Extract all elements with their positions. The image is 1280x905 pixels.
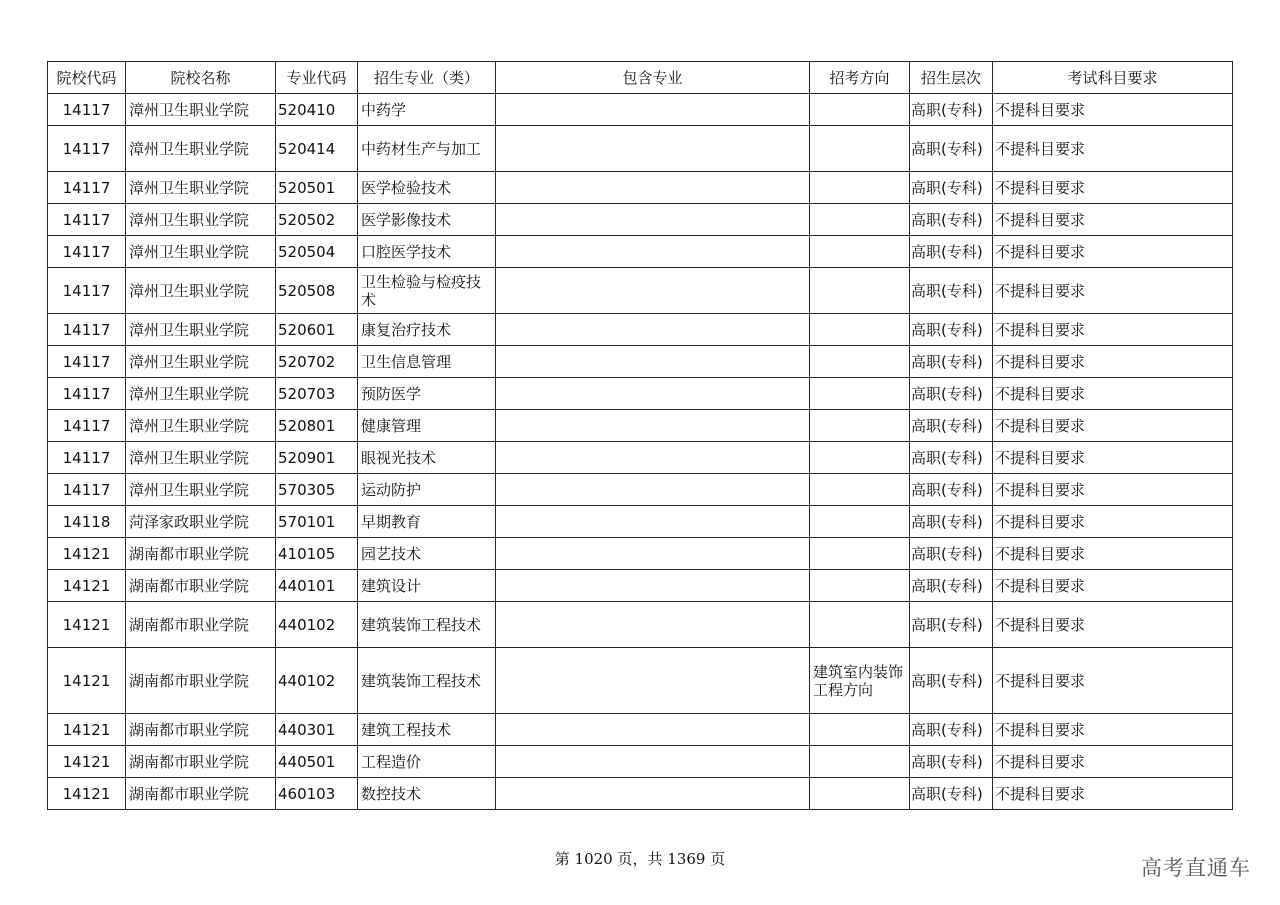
cell-school-code: 14117	[48, 314, 126, 346]
header-requirement: 考试科目要求	[993, 62, 1233, 94]
cell-school-name: 湖南都市职业学院	[126, 538, 276, 570]
table-row	[48, 268, 1233, 314]
cell-requirement: 不提科目要求	[993, 746, 1233, 778]
table-row	[48, 714, 1233, 746]
cell-school-code: 14117	[48, 410, 126, 442]
cell-level: 高职(专科)	[910, 314, 993, 346]
cell-included-majors	[496, 126, 810, 172]
cell-major: 卫生信息管理	[358, 346, 496, 378]
cell-requirement: 不提科目要求	[993, 236, 1233, 268]
table-row	[48, 378, 1233, 410]
cell-major: 医学影像技术	[358, 204, 496, 236]
cell-major-code: 440101	[276, 570, 358, 602]
header-major-code: 专业代码	[276, 62, 358, 94]
cell-major: 园艺技术	[358, 538, 496, 570]
cell-school-code: 14117	[48, 236, 126, 268]
cell-major: 卫生检验与检疫技术	[358, 268, 496, 314]
cell-major: 建筑设计	[358, 570, 496, 602]
cell-direction	[810, 94, 910, 126]
cell-major-code: 520801	[276, 410, 358, 442]
cell-major: 早期教育	[358, 506, 496, 538]
cell-level: 高职(专科)	[910, 126, 993, 172]
cell-major: 眼视光技术	[358, 442, 496, 474]
cell-requirement: 不提科目要求	[993, 204, 1233, 236]
cell-school-code: 14117	[48, 172, 126, 204]
cell-direction	[810, 410, 910, 442]
cell-direction	[810, 236, 910, 268]
cell-direction	[810, 378, 910, 410]
cell-school-name: 漳州卫生职业学院	[126, 268, 276, 314]
cell-school-name: 湖南都市职业学院	[126, 746, 276, 778]
table-row	[48, 778, 1233, 810]
cell-requirement: 不提科目要求	[993, 648, 1233, 714]
table-row	[48, 648, 1233, 714]
cell-requirement: 不提科目要求	[993, 602, 1233, 648]
cell-school-code: 14121	[48, 648, 126, 714]
cell-school-name: 菏泽家政职业学院	[126, 506, 276, 538]
table-row	[48, 746, 1233, 778]
cell-included-majors	[496, 268, 810, 314]
table-row	[48, 236, 1233, 268]
cell-direction	[810, 538, 910, 570]
cell-school-code: 14117	[48, 204, 126, 236]
watermark: 高考直通车	[1141, 856, 1251, 880]
cell-included-majors	[496, 204, 810, 236]
cell-requirement: 不提科目要求	[993, 570, 1233, 602]
cell-direction	[810, 126, 910, 172]
cell-level: 高职(专科)	[910, 94, 993, 126]
cell-included-majors	[496, 538, 810, 570]
cell-school-name: 漳州卫生职业学院	[126, 474, 276, 506]
cell-major-code: 570101	[276, 506, 358, 538]
cell-major: 中药材生产与加工	[358, 126, 496, 172]
cell-major-code: 410105	[276, 538, 358, 570]
cell-requirement: 不提科目要求	[993, 172, 1233, 204]
cell-included-majors	[496, 94, 810, 126]
cell-major: 康复治疗技术	[358, 314, 496, 346]
cell-major-code: 570305	[276, 474, 358, 506]
cell-level: 高职(专科)	[910, 378, 993, 410]
cell-major: 中药学	[358, 94, 496, 126]
cell-direction	[810, 746, 910, 778]
cell-major-code: 520502	[276, 204, 358, 236]
header-direction: 招考方向	[810, 62, 910, 94]
cell-included-majors	[496, 346, 810, 378]
cell-requirement: 不提科目要求	[993, 538, 1233, 570]
cell-school-code: 14121	[48, 778, 126, 810]
cell-school-name: 漳州卫生职业学院	[126, 314, 276, 346]
cell-school-name: 漳州卫生职业学院	[126, 126, 276, 172]
table-row	[48, 506, 1233, 538]
cell-level: 高职(专科)	[910, 346, 993, 378]
cell-major-code: 520504	[276, 236, 358, 268]
cell-school-code: 14117	[48, 378, 126, 410]
cell-major-code: 520501	[276, 172, 358, 204]
cell-level: 高职(专科)	[910, 204, 993, 236]
cell-requirement: 不提科目要求	[993, 778, 1233, 810]
cell-school-code: 14117	[48, 474, 126, 506]
cell-school-name: 湖南都市职业学院	[126, 602, 276, 648]
cell-included-majors	[496, 778, 810, 810]
table-row	[48, 94, 1233, 126]
cell-included-majors	[496, 714, 810, 746]
cell-school-code: 14121	[48, 714, 126, 746]
cell-school-name: 漳州卫生职业学院	[126, 378, 276, 410]
cell-major: 工程造价	[358, 746, 496, 778]
admissions-table	[47, 61, 1233, 810]
cell-school-name: 漳州卫生职业学院	[126, 94, 276, 126]
cell-major-code: 440301	[276, 714, 358, 746]
header-school-name: 院校名称	[126, 62, 276, 94]
cell-major-code: 520410	[276, 94, 358, 126]
cell-included-majors	[496, 442, 810, 474]
cell-school-code: 14117	[48, 126, 126, 172]
cell-direction	[810, 172, 910, 204]
cell-major: 数控技术	[358, 778, 496, 810]
cell-school-code: 14121	[48, 746, 126, 778]
cell-school-name: 漳州卫生职业学院	[126, 442, 276, 474]
table-row	[48, 346, 1233, 378]
cell-school-name: 漳州卫生职业学院	[126, 172, 276, 204]
cell-included-majors	[496, 172, 810, 204]
cell-major-code: 440501	[276, 746, 358, 778]
cell-school-code: 14117	[48, 268, 126, 314]
cell-requirement: 不提科目要求	[993, 410, 1233, 442]
table-row	[48, 442, 1233, 474]
cell-direction	[810, 506, 910, 538]
header-level: 招生层次	[910, 62, 993, 94]
table-row	[48, 314, 1233, 346]
cell-school-name: 漳州卫生职业学院	[126, 346, 276, 378]
table-row	[48, 474, 1233, 506]
cell-school-code: 14117	[48, 94, 126, 126]
cell-level: 高职(专科)	[910, 746, 993, 778]
header-major: 招生专业（类）	[358, 62, 496, 94]
cell-direction	[810, 602, 910, 648]
cell-requirement: 不提科目要求	[993, 442, 1233, 474]
header-included-majors: 包含专业	[496, 62, 810, 94]
cell-major-code: 440102	[276, 648, 358, 714]
cell-direction	[810, 570, 910, 602]
table-row	[48, 570, 1233, 602]
cell-requirement: 不提科目要求	[993, 126, 1233, 172]
cell-major-code: 520901	[276, 442, 358, 474]
cell-level: 高职(专科)	[910, 778, 993, 810]
cell-level: 高职(专科)	[910, 648, 993, 714]
table-row	[48, 204, 1233, 236]
cell-major: 建筑工程技术	[358, 714, 496, 746]
cell-included-majors	[496, 746, 810, 778]
cell-included-majors	[496, 314, 810, 346]
cell-requirement: 不提科目要求	[993, 506, 1233, 538]
page-number: 第 1020 页，共 1369 页	[554, 850, 726, 868]
cell-included-majors	[496, 474, 810, 506]
cell-major-code: 520508	[276, 268, 358, 314]
cell-included-majors	[496, 236, 810, 268]
table-row	[48, 172, 1233, 204]
table-row	[48, 126, 1233, 172]
cell-direction	[810, 268, 910, 314]
cell-direction	[810, 204, 910, 236]
table-row	[48, 602, 1233, 648]
cell-school-code: 14117	[48, 442, 126, 474]
cell-included-majors	[496, 602, 810, 648]
cell-included-majors	[496, 506, 810, 538]
cell-requirement: 不提科目要求	[993, 474, 1233, 506]
cell-level: 高职(专科)	[910, 602, 993, 648]
cell-major: 建筑装饰工程技术	[358, 648, 496, 714]
cell-school-code: 14117	[48, 346, 126, 378]
cell-level: 高职(专科)	[910, 506, 993, 538]
cell-major: 口腔医学技术	[358, 236, 496, 268]
cell-requirement: 不提科目要求	[993, 268, 1233, 314]
cell-level: 高职(专科)	[910, 268, 993, 314]
table-row	[48, 410, 1233, 442]
cell-level: 高职(专科)	[910, 570, 993, 602]
cell-direction: 建筑室内装饰工程方向	[810, 648, 910, 714]
cell-requirement: 不提科目要求	[993, 346, 1233, 378]
cell-school-name: 湖南都市职业学院	[126, 778, 276, 810]
cell-major: 医学检验技术	[358, 172, 496, 204]
cell-major-code: 520601	[276, 314, 358, 346]
table-row	[48, 538, 1233, 570]
cell-school-name: 漳州卫生职业学院	[126, 236, 276, 268]
cell-major: 预防医学	[358, 378, 496, 410]
cell-direction	[810, 714, 910, 746]
cell-level: 高职(专科)	[910, 410, 993, 442]
cell-included-majors	[496, 570, 810, 602]
cell-included-majors	[496, 648, 810, 714]
cell-major-code: 440102	[276, 602, 358, 648]
cell-school-name: 漳州卫生职业学院	[126, 410, 276, 442]
cell-school-name: 湖南都市职业学院	[126, 570, 276, 602]
cell-major: 运动防护	[358, 474, 496, 506]
cell-direction	[810, 778, 910, 810]
cell-major-code: 520414	[276, 126, 358, 172]
cell-major-code: 520702	[276, 346, 358, 378]
table-body	[48, 94, 1233, 810]
cell-major-code: 520703	[276, 378, 358, 410]
cell-level: 高职(专科)	[910, 236, 993, 268]
cell-level: 高职(专科)	[910, 538, 993, 570]
cell-major-code: 460103	[276, 778, 358, 810]
header-school-code: 院校代码	[48, 62, 126, 94]
cell-school-code: 14121	[48, 538, 126, 570]
cell-requirement: 不提科目要求	[993, 94, 1233, 126]
cell-major: 健康管理	[358, 410, 496, 442]
cell-direction	[810, 314, 910, 346]
cell-level: 高职(专科)	[910, 474, 993, 506]
cell-school-code: 14118	[48, 506, 126, 538]
header-row	[48, 62, 1233, 94]
cell-included-majors	[496, 410, 810, 442]
cell-direction	[810, 346, 910, 378]
cell-included-majors	[496, 378, 810, 410]
cell-school-code: 14121	[48, 602, 126, 648]
cell-school-name: 湖南都市职业学院	[126, 648, 276, 714]
cell-level: 高职(专科)	[910, 172, 993, 204]
cell-school-code: 14121	[48, 570, 126, 602]
cell-level: 高职(专科)	[910, 442, 993, 474]
cell-level: 高职(专科)	[910, 714, 993, 746]
cell-major: 建筑装饰工程技术	[358, 602, 496, 648]
cell-requirement: 不提科目要求	[993, 314, 1233, 346]
cell-direction	[810, 442, 910, 474]
cell-direction	[810, 474, 910, 506]
cell-requirement: 不提科目要求	[993, 378, 1233, 410]
cell-school-name: 漳州卫生职业学院	[126, 204, 276, 236]
cell-school-name: 湖南都市职业学院	[126, 714, 276, 746]
cell-requirement: 不提科目要求	[993, 714, 1233, 746]
